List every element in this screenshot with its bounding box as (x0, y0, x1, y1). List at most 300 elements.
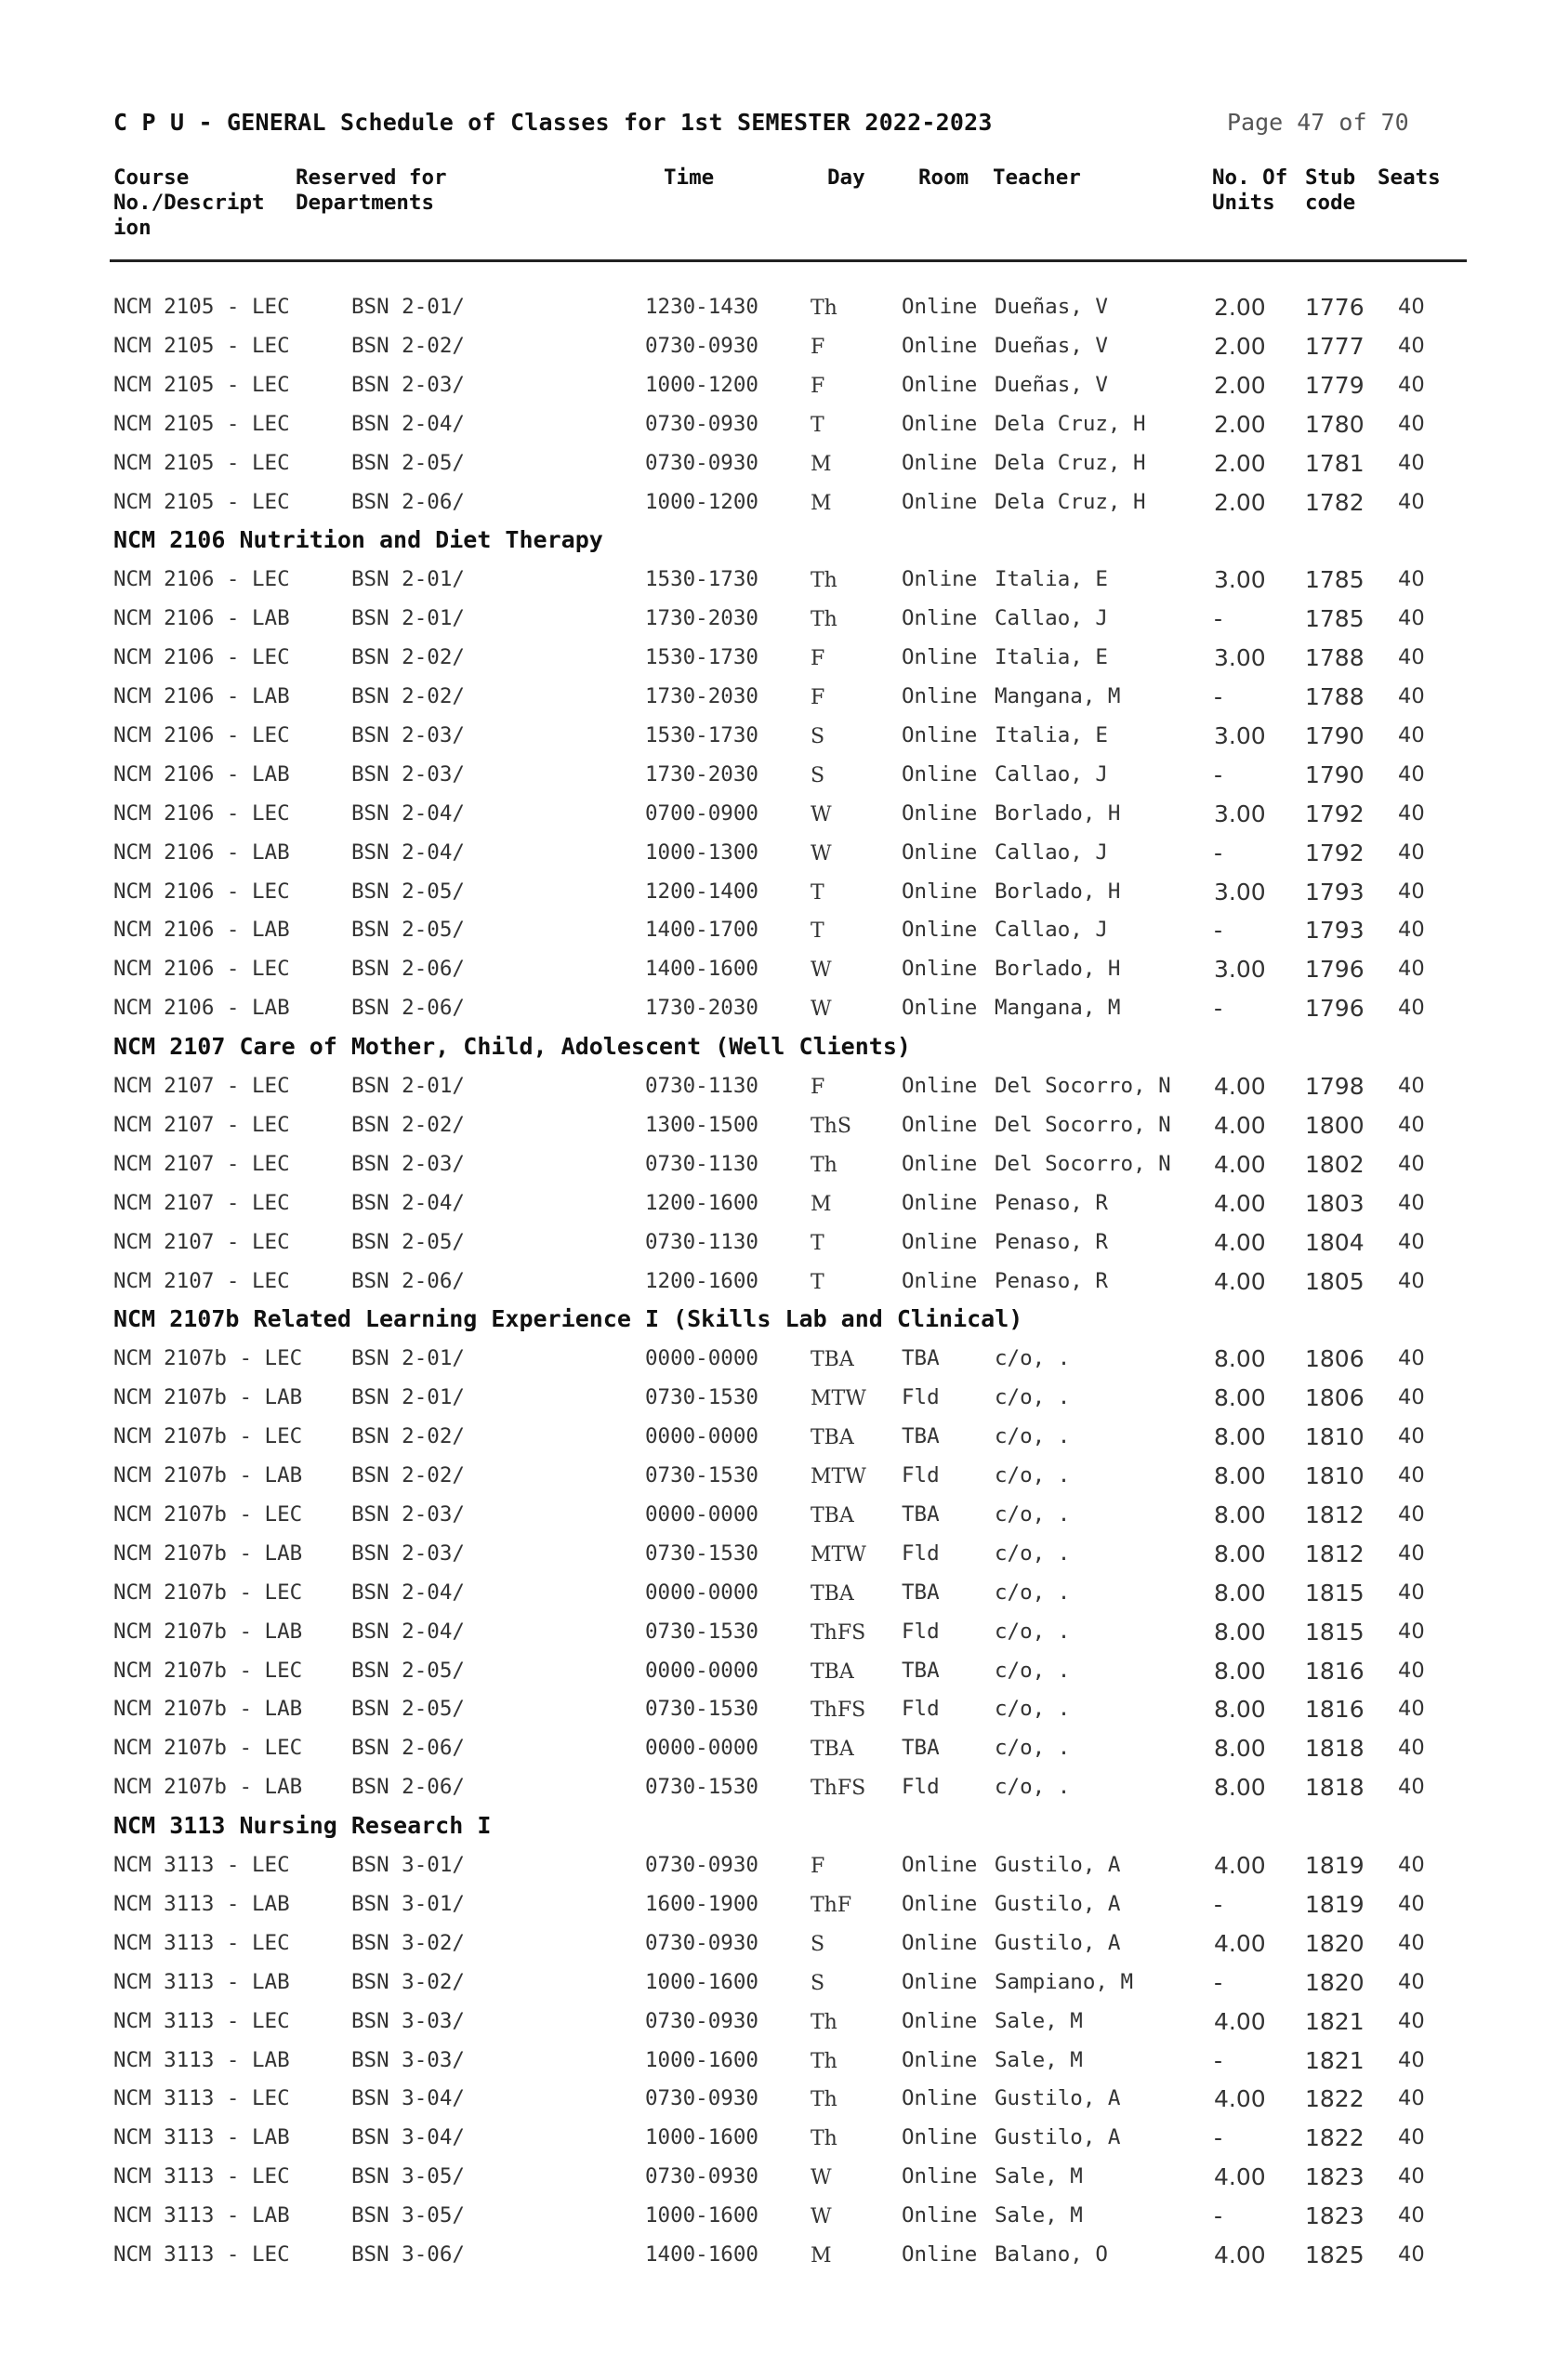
cell-dept: BSN 2-04/ (351, 411, 465, 436)
column-header-room: Room (918, 165, 969, 190)
cell-day: TBA (811, 1659, 854, 1684)
cell-room: Online (902, 2242, 978, 2267)
cell-seats: 40 (1398, 2125, 1425, 2150)
cell-day: W (811, 841, 832, 866)
cell-course: NCM 2107 - LEC (113, 1229, 290, 1254)
cell-seats: 40 (1398, 1346, 1425, 1371)
cell-course: NCM 3113 - LEC (113, 2242, 290, 2267)
cell-room: Online (902, 1190, 978, 1215)
cell-units: - (1214, 760, 1223, 788)
cell-teacher: Borlado, H (995, 800, 1121, 826)
cell-seats: 40 (1398, 957, 1425, 982)
cell-day: MTW (811, 1387, 866, 1411)
cell-dept: BSN 2-06/ (351, 957, 465, 982)
cell-dept: BSN 2-01/ (351, 1074, 465, 1098)
cell-stub: 1820 (1305, 1968, 1365, 1996)
cell-teacher: Gustilo, A (995, 2086, 1121, 2111)
cell-stub: 1793 (1305, 878, 1365, 906)
cell-room: Fld (902, 1697, 940, 1722)
cell-units: 8.00 (1214, 1540, 1266, 1567)
cell-course: NCM 2107b - LEC (113, 1501, 303, 1527)
cell-room: Online (902, 1112, 978, 1137)
cell-room: TBA (902, 1658, 940, 1683)
cell-course: NCM 2106 - LAB (113, 918, 290, 943)
table-row (0, 1697, 1556, 1736)
cell-time: 1000-1600 (645, 2203, 758, 2228)
cell-teacher: c/o, . (995, 1540, 1071, 1566)
table-row (0, 2009, 1556, 2048)
cell-dept: BSN 2-05/ (351, 918, 465, 943)
course-heading (0, 1035, 1556, 1074)
table-row (0, 412, 1556, 451)
cell-time: 1730-2030 (645, 606, 758, 631)
cell-course: NCM 2107b - LEC (113, 1736, 303, 1761)
cell-units: 4.00 (1214, 2007, 1266, 2035)
cell-teacher: Sale, M (995, 2047, 1083, 2072)
cell-room: Online (902, 645, 978, 670)
cell-time: 1230-1430 (645, 295, 758, 319)
cell-stub: 1780 (1305, 410, 1365, 438)
table-row (0, 1113, 1556, 1152)
cell-teacher: c/o, . (995, 1501, 1071, 1527)
cell-seats: 40 (1398, 684, 1425, 708)
cell-course: NCM 2105 - LEC (113, 489, 290, 514)
cell-teacher: Balano, O (995, 2242, 1108, 2267)
cell-stub: 1818 (1305, 1774, 1365, 1802)
cell-seats: 40 (1398, 1736, 1425, 1761)
cell-room: Online (902, 918, 978, 943)
cell-course: NCM 2107b - LAB (113, 1619, 303, 1644)
cell-teacher: Penaso, R (995, 1268, 1108, 1293)
cell-teacher: Sale, M (995, 2164, 1083, 2189)
cell-time: 1730-2030 (645, 684, 758, 708)
cell-stub: 1806 (1305, 1384, 1365, 1412)
cell-dept: BSN 2-02/ (351, 1424, 465, 1449)
cell-teacher: Callao, J (995, 606, 1108, 631)
cell-room: Online (902, 2047, 978, 2072)
cell-time: 1000-1600 (645, 2125, 758, 2150)
table-row (0, 1736, 1556, 1775)
cell-stub: 1790 (1305, 721, 1365, 749)
cell-teacher: Penaso, R (995, 1190, 1108, 1215)
cell-course: NCM 3113 - LAB (113, 2125, 290, 2150)
cell-room: Online (902, 411, 978, 436)
cell-day: Th (811, 1153, 837, 1177)
cell-seats: 40 (1398, 722, 1425, 747)
cell-day: T (811, 880, 824, 905)
cell-dept: BSN 2-03/ (351, 1501, 465, 1527)
cell-teacher: Dela Cruz, H (995, 450, 1146, 475)
cell-course: NCM 2105 - LEC (113, 450, 290, 475)
cell-day: TBA (811, 1426, 854, 1450)
cell-seats: 40 (1398, 996, 1425, 1021)
cell-units: 8.00 (1214, 1384, 1266, 1412)
table-row (0, 2203, 1556, 2242)
cell-course: NCM 2105 - LEC (113, 411, 290, 436)
cell-course: NCM 2106 - LAB (113, 606, 290, 631)
cell-units: 2.00 (1214, 410, 1266, 438)
cell-day: F (811, 335, 825, 359)
cell-room: Online (902, 2008, 978, 2033)
cell-units: 8.00 (1214, 1774, 1266, 1802)
table-row (0, 1230, 1556, 1269)
course-heading-text: NCM 2107 Care of Mother, Child, Adolescent (Well Clients) (113, 1033, 911, 1061)
cell-seats: 40 (1398, 489, 1425, 514)
cell-time: 1400-1600 (645, 957, 758, 982)
table-row (0, 1853, 1556, 1892)
cell-time: 0730-0930 (645, 333, 758, 358)
cell-stub: 1821 (1305, 2046, 1365, 2074)
cell-teacher: c/o, . (995, 1736, 1071, 1761)
cell-time: 1000-1300 (645, 840, 758, 865)
cell-time: 0000-0000 (645, 1580, 758, 1605)
cell-time: 1200-1400 (645, 879, 758, 904)
cell-teacher: Del Socorro, N (995, 1151, 1171, 1176)
cell-teacher: Callao, J (995, 840, 1108, 865)
cell-stub: 1792 (1305, 800, 1365, 827)
cell-time: 1530-1730 (645, 567, 758, 592)
cell-day: M (811, 1192, 832, 1216)
cell-day: S (811, 1971, 825, 1995)
table-row (0, 996, 1556, 1035)
cell-dept: BSN 2-05/ (351, 450, 465, 475)
cell-course: NCM 3113 - LAB (113, 1891, 290, 1916)
cell-dept: BSN 2-01/ (351, 567, 465, 592)
cell-dept: BSN 2-05/ (351, 879, 465, 904)
cell-course: NCM 2106 - LEC (113, 800, 290, 826)
table-row (0, 1541, 1556, 1580)
cell-day: TBA (811, 1581, 854, 1606)
cell-day: Th (811, 2010, 837, 2034)
cell-stub: 1792 (1305, 839, 1365, 866)
cell-units: 4.00 (1214, 1150, 1266, 1178)
cell-dept: BSN 2-03/ (351, 761, 465, 787)
table-row (0, 918, 1556, 957)
cell-course: NCM 2107b - LAB (113, 1697, 303, 1722)
cell-course: NCM 2106 - LEC (113, 957, 290, 982)
cell-time: 0000-0000 (645, 1736, 758, 1761)
cell-seats: 40 (1398, 1969, 1425, 1994)
cell-teacher: Dueñas, V (995, 372, 1108, 397)
table-row (0, 1269, 1556, 1308)
cell-dept: BSN 2-04/ (351, 1619, 465, 1644)
cell-room: TBA (902, 1580, 940, 1605)
cell-seats: 40 (1398, 2047, 1425, 2072)
cell-dept: BSN 3-06/ (351, 2242, 465, 2267)
cell-day: S (811, 1932, 825, 1956)
cell-teacher: Italia, E (995, 567, 1108, 592)
cell-dept: BSN 2-06/ (351, 1775, 465, 1800)
column-header-course: Course No./Descript ion (113, 165, 265, 240)
cell-time: 0730-0930 (645, 1930, 758, 1955)
cell-room: TBA (902, 1346, 940, 1371)
cell-seats: 40 (1398, 333, 1425, 358)
cell-time: 0730-0930 (645, 2086, 758, 2111)
table-row (0, 2164, 1556, 2203)
cell-stub: 1781 (1305, 449, 1365, 477)
cell-seats: 40 (1398, 1463, 1425, 1488)
cell-time: 0000-0000 (645, 1424, 758, 1449)
cell-units: 3.00 (1214, 566, 1266, 594)
cell-seats: 40 (1398, 372, 1425, 397)
cell-room: Online (902, 295, 978, 319)
cell-time: 1400-1700 (645, 918, 758, 943)
table-row (0, 1931, 1556, 1970)
cell-dept: BSN 2-04/ (351, 1190, 465, 1215)
cell-teacher: Dela Cruz, H (995, 489, 1146, 514)
cell-dept: BSN 3-05/ (351, 2203, 465, 2228)
cell-room: Fld (902, 1463, 940, 1488)
cell-units: 4.00 (1214, 2241, 1266, 2268)
cell-units: 8.00 (1214, 1462, 1266, 1489)
cell-dept: BSN 2-03/ (351, 1540, 465, 1566)
cell-seats: 40 (1398, 1580, 1425, 1605)
cell-time: 1000-1200 (645, 489, 758, 514)
cell-course: NCM 2106 - LEC (113, 567, 290, 592)
cell-units: - (1214, 995, 1223, 1023)
cell-teacher: c/o, . (995, 1697, 1071, 1722)
cell-seats: 40 (1398, 1540, 1425, 1566)
cell-course: NCM 2106 - LAB (113, 996, 290, 1021)
cell-room: TBA (902, 1424, 940, 1449)
cell-teacher: Del Socorro, N (995, 1074, 1171, 1098)
column-header-units: No. Of Units (1212, 165, 1288, 215)
cell-units: 8.00 (1214, 1345, 1266, 1373)
cell-day: Th (811, 569, 837, 593)
cell-dept: BSN 3-03/ (351, 2008, 465, 2033)
table-row (0, 334, 1556, 373)
cell-course: NCM 3113 - LEC (113, 2164, 290, 2189)
cell-day: W (811, 998, 832, 1022)
cell-seats: 40 (1398, 1658, 1425, 1683)
cell-stub: 1790 (1305, 760, 1365, 788)
cell-course: NCM 2107 - LEC (113, 1190, 290, 1215)
cell-seats: 40 (1398, 295, 1425, 319)
cell-course: NCM 3113 - LEC (113, 1930, 290, 1955)
cell-stub: 1805 (1305, 1267, 1365, 1295)
cell-day: S (811, 724, 825, 748)
cell-room: Online (902, 1074, 978, 1098)
cell-course: NCM 3113 - LAB (113, 2203, 290, 2228)
cell-stub: 1815 (1305, 1618, 1365, 1646)
cell-teacher: c/o, . (995, 1775, 1071, 1800)
cell-seats: 40 (1398, 2086, 1425, 2111)
cell-room: Fld (902, 1540, 940, 1566)
cell-stub: 1785 (1305, 605, 1365, 633)
cell-time: 1730-2030 (645, 996, 758, 1021)
cell-time: 1000-1600 (645, 2047, 758, 2072)
cell-dept: BSN 2-01/ (351, 606, 465, 631)
cell-teacher: Dueñas, V (995, 333, 1108, 358)
table-row (0, 1892, 1556, 1931)
cell-units: - (1214, 917, 1223, 945)
cell-stub: 1820 (1305, 1929, 1365, 1957)
cell-day: ThFS (811, 1620, 866, 1645)
cell-stub: 1788 (1305, 683, 1365, 710)
cell-units: 3.00 (1214, 800, 1266, 827)
cell-room: Online (902, 2125, 978, 2150)
table-row (0, 1463, 1556, 1502)
course-heading (0, 1307, 1556, 1346)
table-row (0, 1775, 1556, 1814)
cell-time: 0730-1130 (645, 1151, 758, 1176)
cell-units: - (1214, 2046, 1223, 2074)
cell-course: NCM 2107b - LEC (113, 1580, 303, 1605)
cell-stub: 1822 (1305, 2124, 1365, 2152)
cell-time: 0730-1130 (645, 1074, 758, 1098)
document-title: C P U - GENERAL Schedule of Classes for 1st SEMESTER 2022-2023 (113, 109, 993, 136)
cell-stub: 1812 (1305, 1501, 1365, 1528)
table-row (0, 2242, 1556, 2281)
cell-stub: 1777 (1305, 332, 1365, 360)
cell-teacher: Gustilo, A (995, 1930, 1121, 1955)
cell-time: 0730-1530 (645, 1463, 758, 1488)
cell-day: F (811, 374, 825, 398)
cell-time: 1200-1600 (645, 1190, 758, 1215)
cell-seats: 40 (1398, 1697, 1425, 1722)
cell-dept: BSN 2-02/ (351, 1112, 465, 1137)
cell-units: - (1214, 2202, 1223, 2230)
cell-stub: 1785 (1305, 566, 1365, 594)
course-heading (0, 528, 1556, 567)
cell-course: NCM 2105 - LEC (113, 372, 290, 397)
cell-stub: 1802 (1305, 1150, 1365, 1178)
cell-units: 8.00 (1214, 1735, 1266, 1763)
table-row (0, 1502, 1556, 1541)
column-header-reserved: Reserved for Departments (296, 165, 447, 215)
cell-time: 0730-1530 (645, 1775, 758, 1800)
cell-teacher: Callao, J (995, 918, 1108, 943)
cell-seats: 40 (1398, 450, 1425, 475)
cell-units: - (1214, 683, 1223, 710)
cell-seats: 40 (1398, 2242, 1425, 2267)
cell-time: 0730-1530 (645, 1540, 758, 1566)
cell-course: NCM 3113 - LEC (113, 1853, 290, 1877)
column-header-day: Day (827, 165, 865, 190)
cell-room: Online (902, 840, 978, 865)
cell-course: NCM 2107b - LAB (113, 1775, 303, 1800)
cell-time: 0700-0900 (645, 800, 758, 826)
cell-teacher: Gustilo, A (995, 2125, 1121, 2150)
cell-time: 1300-1500 (645, 1112, 758, 1137)
table-row (0, 1346, 1556, 1385)
cell-day: Th (811, 608, 837, 632)
cell-stub: 1825 (1305, 2241, 1365, 2268)
cell-units: - (1214, 605, 1223, 633)
cell-stub: 1804 (1305, 1228, 1365, 1256)
cell-time: 0730-1130 (645, 1229, 758, 1254)
cell-dept: BSN 2-03/ (351, 372, 465, 397)
cell-units: 2.00 (1214, 449, 1266, 477)
cell-room: TBA (902, 1501, 940, 1527)
cell-teacher: Gustilo, A (995, 1853, 1121, 1877)
cell-day: F (811, 1855, 825, 1878)
cell-teacher: c/o, . (995, 1580, 1071, 1605)
cell-day: F (811, 686, 825, 709)
cell-units: 2.00 (1214, 488, 1266, 516)
cell-seats: 40 (1398, 1229, 1425, 1254)
cell-stub: 1812 (1305, 1540, 1365, 1567)
cell-dept: BSN 2-03/ (351, 1151, 465, 1176)
cell-stub: 1793 (1305, 917, 1365, 945)
cell-units: - (1214, 839, 1223, 866)
cell-room: Online (902, 372, 978, 397)
cell-units: 8.00 (1214, 1696, 1266, 1724)
cell-teacher: Italia, E (995, 722, 1108, 747)
cell-teacher: Gustilo, A (995, 1891, 1121, 1916)
cell-day: T (811, 1270, 824, 1294)
cell-room: Online (902, 1229, 978, 1254)
cell-time: 0730-0930 (645, 450, 758, 475)
cell-room: Online (902, 684, 978, 708)
cell-time: 0730-0930 (645, 411, 758, 436)
cell-day: M (811, 452, 832, 476)
cell-stub: 1788 (1305, 644, 1365, 672)
cell-dept: BSN 2-05/ (351, 1229, 465, 1254)
cell-seats: 40 (1398, 1930, 1425, 1955)
cell-stub: 1810 (1305, 1423, 1365, 1451)
cell-units: 2.00 (1214, 332, 1266, 360)
cell-room: Online (902, 2203, 978, 2228)
cell-room: Online (902, 2086, 978, 2111)
cell-seats: 40 (1398, 606, 1425, 631)
cell-day: ThFS (811, 1777, 866, 1801)
cell-seats: 40 (1398, 2203, 1425, 2228)
cell-room: Online (902, 1891, 978, 1916)
cell-dept: BSN 3-04/ (351, 2086, 465, 2111)
cell-room: Online (902, 1969, 978, 1994)
cell-day: T (811, 919, 824, 944)
cell-dept: BSN 2-01/ (351, 1385, 465, 1410)
cell-units: 8.00 (1214, 1423, 1266, 1451)
cell-dept: BSN 2-03/ (351, 722, 465, 747)
cell-course: NCM 2107 - LEC (113, 1151, 290, 1176)
cell-time: 1200-1600 (645, 1268, 758, 1293)
cell-day: MTW (811, 1542, 866, 1567)
cell-seats: 40 (1398, 1190, 1425, 1215)
cell-stub: 1819 (1305, 1852, 1365, 1879)
cell-seats: 40 (1398, 1424, 1425, 1449)
cell-teacher: Sale, M (995, 2008, 1083, 2033)
table-row (0, 1424, 1556, 1463)
cell-course: NCM 2105 - LEC (113, 295, 290, 319)
cell-room: Online (902, 1151, 978, 1176)
cell-teacher: Dueñas, V (995, 295, 1108, 319)
cell-time: 1530-1730 (645, 722, 758, 747)
cell-teacher: Callao, J (995, 761, 1108, 787)
cell-dept: BSN 2-02/ (351, 1463, 465, 1488)
cell-day: W (811, 2205, 832, 2229)
column-header-seats: Seats (1378, 165, 1441, 190)
cell-dept: BSN 2-02/ (351, 333, 465, 358)
cell-course: NCM 3113 - LAB (113, 2047, 290, 2072)
course-heading-text: NCM 2106 Nutrition and Diet Therapy (113, 526, 603, 554)
cell-course: NCM 3113 - LEC (113, 2008, 290, 2033)
cell-units: 4.00 (1214, 1852, 1266, 1879)
cell-course: NCM 2106 - LAB (113, 761, 290, 787)
cell-time: 0730-0930 (645, 2008, 758, 2033)
cell-course: NCM 2107 - LEC (113, 1268, 290, 1293)
cell-teacher: c/o, . (995, 1463, 1071, 1488)
cell-teacher: c/o, . (995, 1658, 1071, 1683)
cell-room: Online (902, 450, 978, 475)
cell-room: Fld (902, 1619, 940, 1644)
cell-stub: 1782 (1305, 488, 1365, 516)
cell-dept: BSN 2-04/ (351, 1580, 465, 1605)
cell-course: NCM 2106 - LAB (113, 840, 290, 865)
cell-stub: 1816 (1305, 1657, 1365, 1685)
cell-time: 0000-0000 (645, 1346, 758, 1371)
